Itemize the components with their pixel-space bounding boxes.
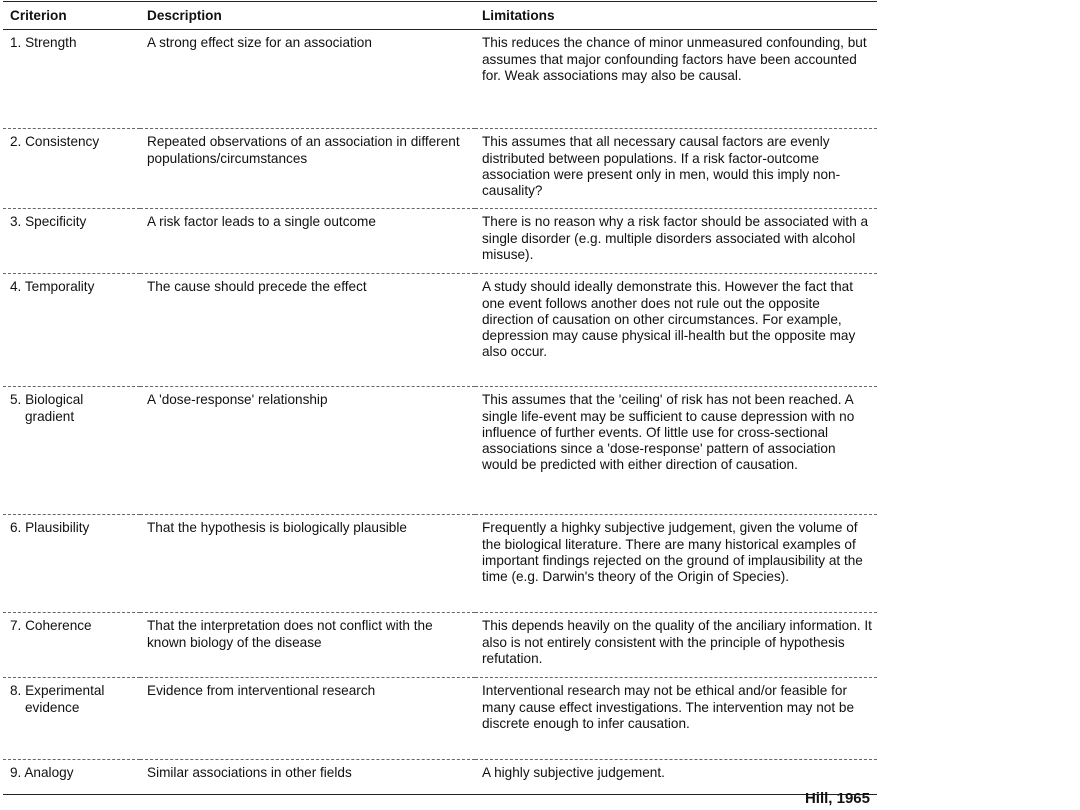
criteria-table-container [3, 1, 877, 795]
limitations-cell: This assumes that the 'ceiling' of risk has not been reached. A single life-event may be sufficient to cause depression with no influence of further events. Of little use for cross-sectional associations since a 'dose-response' pattern of association would be predicted with either direction of causation. [482, 392, 855, 473]
criterion-cell [3, 209, 140, 274]
description-cell: Evidence from interventional research [147, 683, 376, 699]
criterion-text: 7. Coherence [10, 618, 92, 634]
citation: Hill, 1965 [804, 790, 870, 807]
criterion-text: 5. Biological gradient [10, 392, 84, 424]
table-row [3, 678, 877, 760]
table-row [3, 387, 877, 515]
criterion-cell [3, 678, 140, 760]
table-row [3, 515, 877, 613]
description-cell: A risk factor leads to a single outcome [147, 214, 376, 230]
header-criterion: Criterion [10, 8, 67, 23]
table-row [3, 129, 877, 209]
table-row [3, 274, 877, 387]
hill-criteria-table [3, 1, 877, 795]
criterion-cell [3, 515, 140, 613]
table-row [3, 760, 877, 795]
criterion-cell [3, 760, 140, 795]
header-limitations: Limitations [482, 8, 555, 23]
criterion-text: 4. Temporality [10, 279, 95, 295]
limitations-cell: This reduces the chance of minor unmeasured confounding, but assumes that major confounding factors have been accounted for. Weak associations may also be causal. [482, 35, 867, 83]
description-cell: Similar associations in other fields [147, 765, 352, 781]
description-cell: The cause should precede the effect [147, 279, 367, 295]
criterion-cell [3, 387, 140, 515]
description-cell: A 'dose-response' relationship [147, 392, 328, 408]
criterion-text: 9. Analogy [10, 765, 74, 781]
header-description: Description [147, 8, 222, 23]
criterion-cell [3, 30, 140, 129]
criterion-text: 2. Consistency [10, 134, 100, 150]
limitations-cell: This depends heavily on the quality of the anciliary information. It also is not entirely consistent with the principle of hypothesis refutation. [482, 618, 872, 666]
criterion-cell [3, 274, 140, 387]
description-cell: That the hypothesis is biologically plausible [147, 520, 407, 536]
description-cell: That the interpretation does not conflict with the known biology of the disease [147, 618, 433, 650]
limitations-cell: There is no reason why a risk factor should be associated with a single disorder (e.g. multiple disorders associated with alcohol misuse). [482, 214, 869, 262]
limitations-cell: Interventional research may not be ethical and/or feasible for many cause effect investigations. The intervention may not be discrete enough to infer causation. [482, 683, 855, 731]
table-header-row [3, 2, 877, 30]
table-row [3, 30, 877, 129]
criterion-cell [3, 613, 140, 678]
criterion-text: 3. Specificity [10, 214, 87, 230]
table-row [3, 613, 877, 678]
limitations-cell: A highly subjective judgement. [482, 765, 665, 781]
criterion-cell [3, 129, 140, 209]
description-cell: A strong effect size for an association [147, 35, 372, 51]
description-cell: Repeated observations of an association in different populations/circumstances [147, 134, 460, 166]
criterion-text: 1. Strength [10, 35, 77, 51]
criterion-text: 6. Plausibility [10, 520, 90, 536]
table-row [3, 209, 877, 274]
limitations-cell: A study should ideally demonstrate this. However the fact that one event follows another does not rule out the opposite direction of causation on other circumstances. For example, depression may cause physical ill-health but the opposite may also occur. [482, 279, 856, 360]
limitations-cell: Frequently a highky subjective judgement, given the volume of the biological literature. There are many historical examples of important findings rejected on the ground of implausibility at the time (e.g. Darwin's theory of the Origin of Species). [482, 520, 863, 585]
criterion-text: 8. Experimental evidence [10, 683, 105, 715]
limitations-cell: This assumes that all necessary causal factors are evenly distributed between populations. If a risk factor-outcome association were present only in men, would this imply non-causality? [482, 134, 841, 199]
